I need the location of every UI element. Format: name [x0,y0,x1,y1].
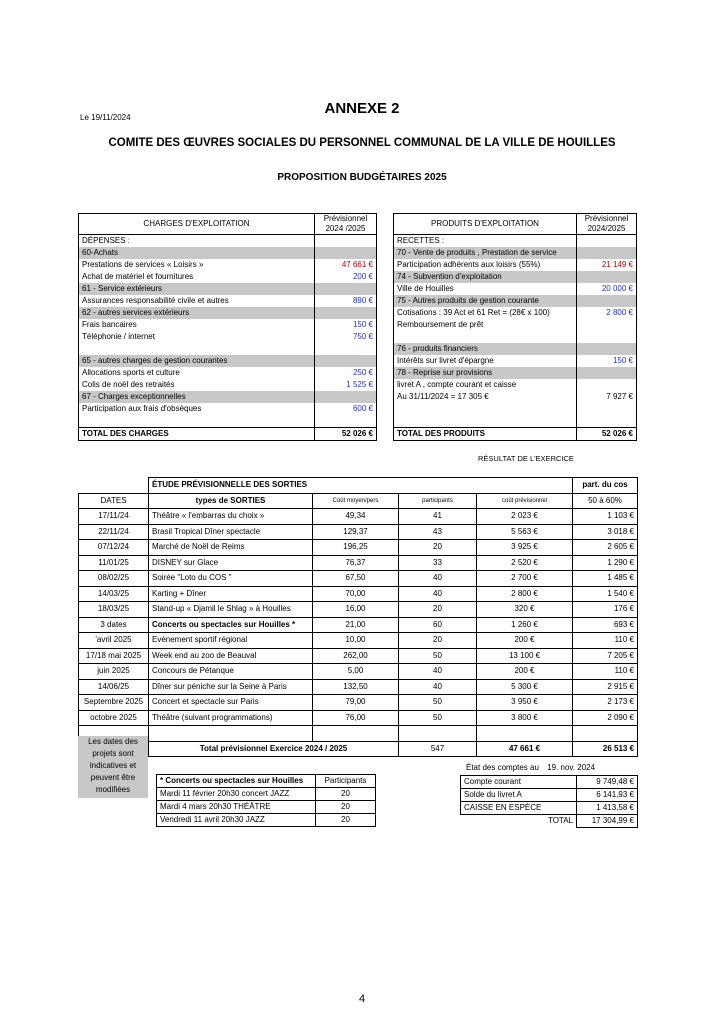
produits-row-value [577,343,637,355]
charges-row-value [315,391,377,403]
empty-cell [399,726,477,742]
sortie-prev: 320 € [477,602,573,618]
col-dates: DATES [79,493,149,509]
sorties-total-participants: 547 [399,741,477,757]
sortie-participants: 33 [399,555,477,571]
sortie-participants: 43 [399,524,477,540]
sortie-row [79,586,638,602]
empty-cell [573,726,638,742]
charges-row [79,379,377,391]
charges-row [79,343,377,355]
concerts-table [156,774,376,827]
sortie-cout: 21,00 [313,617,399,633]
concerts-header-row [157,775,376,788]
produits-row [394,391,637,403]
sortie-cout: 262,00 [313,648,399,664]
col-types: types de SORTIES [149,493,313,509]
sortie-cout: 49,34 [313,509,399,525]
produits-total-row [394,428,637,441]
charges-row-value [315,247,377,259]
sortie-type: Soirée "Loto du COS " [149,571,313,587]
account-value: 9 749,48 € [577,776,638,789]
produits-row-label: 70 - Vente de produits , Prestation de service [397,248,557,257]
sortie-date: 18/03/25 [79,602,149,618]
produits-row [394,319,637,331]
produits-row-value: 2 800 € [577,307,637,319]
charges-row-label: Assurances responsabilité civile et autres [82,296,229,305]
charges-row [79,391,377,403]
sortie-row [79,617,638,633]
sortie-row [79,524,638,540]
sorties-total-label: Total prévisionnel Exercice 2024 / 2025 [149,741,399,757]
account-total-value: 17 304,99 € [577,815,638,828]
sortie-date: 14/03/25 [79,586,149,602]
sortie-prev: 2 023 € [477,509,573,525]
account-total-row [461,815,638,828]
sortie-cos: 2 173 € [573,695,638,711]
sortie-cos: 2 090 € [573,710,638,726]
sortie-row [79,710,638,726]
charges-row-value [315,355,377,367]
sortie-cout: 79,00 [313,695,399,711]
charges-row-label: 65 - autres charges de gestion courantes [82,356,228,365]
sortie-date: 11/01/25 [79,555,149,571]
sortie-prev: 5 300 € [477,679,573,695]
charges-row [79,295,377,307]
sortie-type: Concours de Pétanque [149,664,313,680]
account-row [461,789,638,802]
charges-row [79,283,377,295]
sortie-participants: 50 [399,648,477,664]
sortie-date: 14/06/25 [79,679,149,695]
document-date: Le 19/11/2024 [80,113,131,122]
concert-participants: 20 [316,801,376,814]
charges-row-label: DÉPENSES : [82,236,131,245]
sortie-cout: 76,37 [313,555,399,571]
produits-row-value [577,295,637,307]
produits-total-value: 52 026 € [577,428,637,441]
charges-row-label: 60-Achats [82,248,119,257]
produits-row-label: Ville de Houilles [397,284,454,293]
col-prev: coût prévisionnel [477,493,573,509]
sortie-participants: 40 [399,586,477,602]
produits-row-label [394,403,577,415]
sortie-prev: 1 260 € [477,617,573,633]
produits-row [394,367,637,379]
produits-row-label: RECETTES : [397,236,445,245]
sortie-participants: 60 [399,617,477,633]
sortie-cout: 132,50 [313,679,399,695]
annexe-title: ANNEXE 2 [324,100,400,117]
account-row [461,776,638,789]
sortie-cout: 16,00 [313,602,399,618]
charges-row-value [315,283,377,295]
sortie-cout: 5,00 [313,664,399,680]
empty-cell [313,726,399,742]
resultat-label: RÉSULTAT DE L'EXERCICE [478,454,574,463]
produits-total-label: TOTAL DES PRODUITS [394,428,577,441]
etat-date: 19. nov. 2024 [547,763,596,772]
charges-row [79,319,377,331]
sortie-row [79,540,638,556]
sortie-cos: 7 205 € [573,648,638,664]
charges-row [79,259,377,271]
sortie-type: Dîner sur péniche sur la Seine à Paris [149,679,313,695]
charges-row [79,415,377,428]
produits-row [394,379,637,391]
produits-row [394,259,637,271]
concert-participants: 20 [316,814,376,827]
sortie-prev: 200 € [477,664,573,680]
produits-row-value: 21 149 € [577,259,637,271]
sortie-participants: 20 [399,633,477,649]
sortie-row [79,633,638,649]
sortie-row [79,602,638,618]
charges-row-label: 67 - Charges exceptionnelles [82,392,186,401]
charges-total-row [79,428,377,441]
concerts-header-label: * Concerts ou spectacles sur Houilles [157,775,316,788]
sortie-prev: 13 100 € [477,648,573,664]
produits-row-label: livret A , compte courant et caisse [397,380,517,389]
sortie-row [79,555,638,571]
account-row [461,802,638,815]
sortie-cos: 3 018 € [573,524,638,540]
produits-header-row [394,214,637,235]
sortie-cos: 2 915 € [573,679,638,695]
account-value: 1 413,58 € [577,802,638,815]
charges-row [79,403,377,415]
charges-row [79,331,377,343]
charges-row-value: 250 € [315,367,377,379]
charges-row-label: Achat de matériel et fournitures [82,272,194,281]
charges-table [78,213,377,441]
account-label: Solde du livret A [461,789,577,802]
charges-row-label: Participation aux frais d'obsèques [82,404,202,413]
sortie-row [79,571,638,587]
sortie-type: Théâtre (suivant programmations) [149,710,313,726]
sorties-total-cos: 26 513 € [573,741,638,757]
sortie-type: Marché de Noël de Reims [149,540,313,556]
concert-label: Mardi 11 février 20h30 concert JAZZ [157,788,316,801]
account-total-label: TOTAL [547,816,573,826]
sortie-cos: 176 € [573,602,638,618]
charges-row-value [315,235,377,248]
produits-row-label: Au 31/11/2024 = 17 305 € [397,392,489,401]
proposition-title: PROPOSITION BUDGÉTAIRES 2025 [277,172,447,183]
page-number: 4 [358,993,366,1005]
charges-row [79,235,377,248]
charges-title: CHARGES D'EXPLOITATION [79,214,315,235]
sortie-row [79,695,638,711]
sortie-participants: 40 [399,571,477,587]
sortie-prev: 3 950 € [477,695,573,711]
produits-row-label: Cotisations : 39 Act et 61 Ret = (28€ x 100) [397,308,550,317]
charges-row-label: Téléphonie / internet [82,332,155,341]
sortie-participants: 40 [399,679,477,695]
produits-row [394,235,637,248]
charges-row-label: Frais bancaires [82,320,137,329]
sortie-cout: 67,50 [313,571,399,587]
produits-row-label: Intérêts sur livret d'épargne [397,356,494,365]
sortie-date: 22/11/24 [79,524,149,540]
produits-row-value [577,403,637,415]
charges-row [79,307,377,319]
charges-row-value: 200 € [315,271,377,283]
sortie-cos: 1 540 € [573,586,638,602]
sortie-prev: 3 800 € [477,710,573,726]
sortie-date: 17/18 mai 2025 [79,648,149,664]
sortie-cout: 10,00 [313,633,399,649]
sortie-type: Stand-up « Djamil le Shlag » à Houilles [149,602,313,618]
charges-prev-header: Prévisionnel 2024 /2025 [315,214,377,235]
empty-cell [149,726,313,742]
charges-row-label [79,415,315,428]
sorties-table [78,477,638,757]
sortie-date: 3 dates [79,617,149,633]
produits-row-value [577,271,637,283]
produits-row-label [394,415,577,428]
produits-row-label: 74 - Subvention d'exploitation [397,272,502,281]
dates-note-text: Les dates des projets sont indicatives et peuvent être modifiées [88,737,138,794]
sortie-row [79,648,638,664]
produits-row-label: 76 - produits financiers [397,344,478,353]
produits-row-value [577,247,637,259]
produits-row [394,247,637,259]
produits-row [394,295,637,307]
produits-row [394,415,637,428]
sortie-cout: 70,00 [313,586,399,602]
charges-row-value: 47 661 € [315,259,377,271]
sortie-type: Week end au zoo de Beauval [149,648,313,664]
charges-header-row [79,214,377,235]
sortie-cos: 2 605 € [573,540,638,556]
produits-row [394,331,637,343]
produits-row [394,271,637,283]
sortie-cos: 1 103 € [573,509,638,525]
sortie-prev: 5 563 € [477,524,573,540]
sortie-row [79,679,638,695]
empty-row [79,726,638,742]
charges-row-value: 600 € [315,403,377,415]
sorties-title-row [79,478,638,494]
charges-row-label: 62 - autres services extérieurs [82,308,190,317]
produits-prev-header: Prévisionnel 2024/2025 [577,214,637,235]
sortie-prev: 3 925 € [477,540,573,556]
sorties-title: ÉTUDE PRÉVISIONNELLE DES SORTIES [149,478,573,494]
produits-row-value: 7 927 € [577,391,637,403]
sortie-participants: 50 [399,695,477,711]
sortie-date: juin 2025 [79,664,149,680]
sortie-participants: 41 [399,509,477,525]
sortie-cos: 110 € [573,633,638,649]
charges-row-label: Colis de noël des retraités [82,380,175,389]
part-range: 50 à 60% [573,493,638,509]
sortie-type: Brasil Tropical Dîner spectacle [149,524,313,540]
sortie-type: DISNEY sur Glace [149,555,313,571]
charges-row-label: 61 - Service extérieurs [82,284,163,293]
produits-row-label: Participation adhérents aux loisirs (55%) [397,260,541,269]
empty-cell [477,726,573,742]
produits-row-value [577,379,637,391]
sortie-type: Théâtre « l'embarras du choix » [149,509,313,525]
charges-row [79,271,377,283]
sortie-participants: 20 [399,602,477,618]
sortie-prev: 200 € [477,633,573,649]
produits-title: PRODUITS D'EXPLOITATION [394,214,577,235]
sortie-cos: 1 290 € [573,555,638,571]
account-label: CAISSE EN ESPÈCE [461,802,577,815]
charges-row-label: Prestations de services « Loisirs » [82,260,204,269]
produits-row-label: Remboursement de prêt [397,320,484,329]
sortie-cout: 76,00 [313,710,399,726]
charges-total-label: TOTAL DES CHARGES [79,428,315,441]
charges-row-value [315,415,377,428]
col-participants: participants [399,493,477,509]
produits-row-value [577,331,637,343]
dates-note [78,736,148,798]
charges-row-value [315,307,377,319]
sortie-cos: 693 € [573,617,638,633]
produits-row-label [394,331,577,343]
col-cout: Coût moyen/pers [313,493,399,509]
sortie-type: Concerts ou spectacles sur Houilles * [149,617,313,633]
etat-comptes [466,763,595,772]
sortie-date: 'avril 2025 [79,633,149,649]
produits-row-value [577,235,637,248]
sortie-type: Concert et spectacle sur Paris [149,695,313,711]
sortie-participants: 50 [399,710,477,726]
produits-row-value [577,319,637,331]
concert-label: Vendredi 11 avril 20h30 JAZZ [157,814,316,827]
sortie-date: octobre 2025 [79,710,149,726]
sortie-prev: 2 800 € [477,586,573,602]
charges-row [79,355,377,367]
sortie-participants: 20 [399,540,477,556]
charges-row-value: 750 € [315,331,377,343]
sortie-type: Karting + Dîner [149,586,313,602]
sortie-row [79,664,638,680]
sorties-total-row [79,741,638,757]
organisation-title: COMITE DES ŒUVRES SOCIALES DU PERSONNEL COMMUNAL DE LA VILLE DE HOUILLES [108,137,616,149]
sortie-row [79,509,638,525]
produits-row-label: 78 - Reprise sur provisions [397,368,493,377]
sortie-date: 07/12/24 [79,540,149,556]
account-value: 6 141,93 € [577,789,638,802]
concerts-header-participants: Participants [316,775,376,788]
concert-row [157,814,376,827]
charges-row [79,247,377,259]
charges-row-value [315,343,377,355]
produits-row [394,403,637,415]
produits-row-value: 150 € [577,355,637,367]
produits-row [394,343,637,355]
sortie-participants: 40 [399,664,477,680]
sortie-cos: 1 485 € [573,571,638,587]
charges-total-value: 52 026 € [315,428,377,441]
empty-cell [79,478,149,494]
produits-row-value [577,415,637,428]
sortie-date: 08/02/25 [79,571,149,587]
sorties-total-prev: 47 661 € [477,741,573,757]
produits-row-label: 75 - Autres produits de gestion courante [397,296,539,305]
sortie-type: Evènement sportif régional [149,633,313,649]
charges-row-label [79,343,315,355]
accounts-table [460,775,638,828]
charges-row-value: 150 € [315,319,377,331]
concert-row [157,788,376,801]
charges-row-label: Allocations sports et culture [82,368,180,377]
concert-participants: 20 [316,788,376,801]
etat-label: État des comptes au [466,763,539,772]
produits-table [393,213,637,441]
sortie-cout: 196,25 [313,540,399,556]
produits-row [394,283,637,295]
sortie-cos: 110 € [573,664,638,680]
sortie-date: Septembre 2025 [79,695,149,711]
sortie-prev: 2 700 € [477,571,573,587]
sortie-prev: 2 520 € [477,555,573,571]
part-cos-header: part. du cos [573,478,638,494]
produits-row [394,355,637,367]
sortie-date: 17/11/24 [79,509,149,525]
account-label: Compte courant [461,776,577,789]
charges-row-value: 890 € [315,295,377,307]
sortie-cout: 129,37 [313,524,399,540]
charges-row-value: 1 525 € [315,379,377,391]
produits-row-value: 20 000 € [577,283,637,295]
produits-row [394,307,637,319]
produits-row-value [577,367,637,379]
charges-row [79,367,377,379]
concert-row [157,801,376,814]
concert-label: Mardi 4 mars 20h30 THÉÂTRE [157,801,316,814]
sorties-header-row [79,493,638,509]
